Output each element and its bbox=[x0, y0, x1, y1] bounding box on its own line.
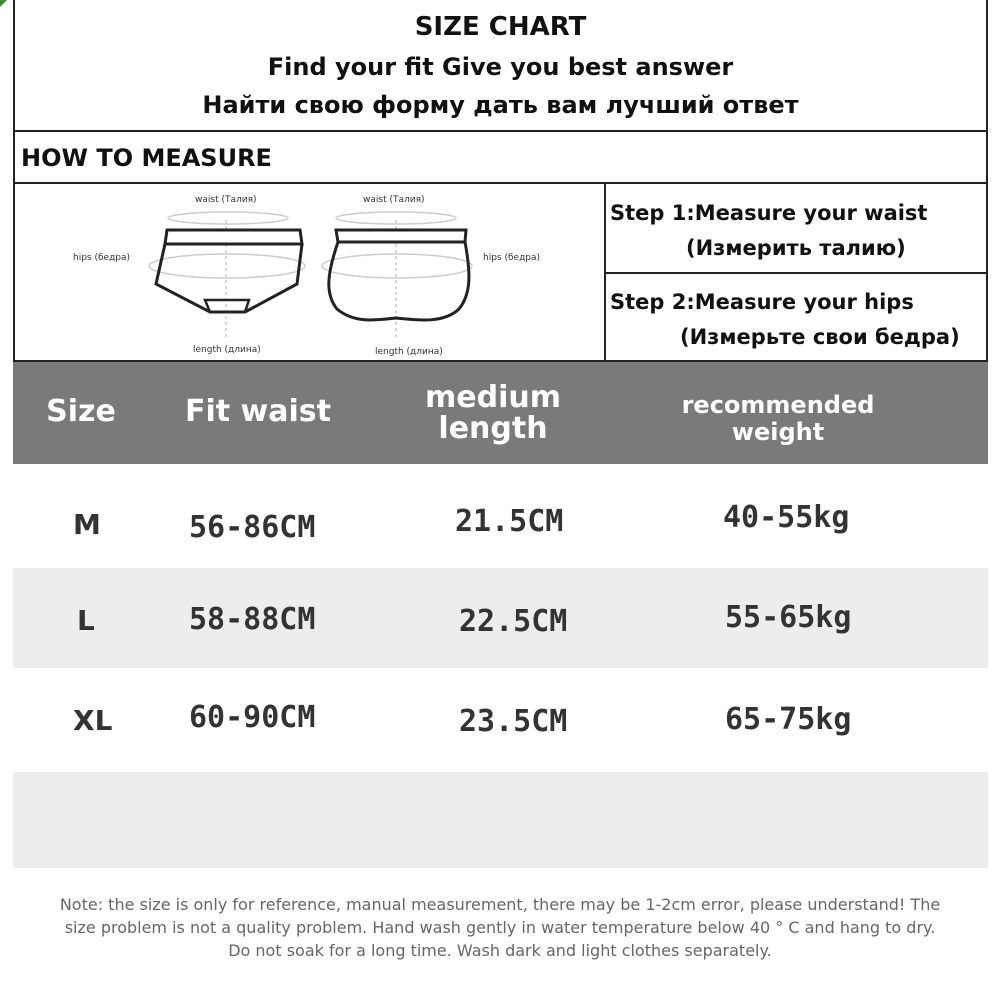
underwear-diagram-illustration bbox=[15, 184, 604, 360]
size-chart-title: SIZE CHART bbox=[414, 12, 587, 42]
length-cell: 21.5CM bbox=[455, 504, 564, 539]
how-to-measure-bar bbox=[13, 130, 988, 184]
size-table-header bbox=[13, 362, 988, 464]
size-chart-header bbox=[13, 0, 988, 132]
hips-label-left: hips (бедра) bbox=[73, 253, 131, 263]
subtitle-russian: Найти свою форму дать вам лучший ответ bbox=[202, 91, 799, 119]
header-fit-waist: Fit waist bbox=[184, 394, 331, 429]
care-note bbox=[0, 893, 1000, 962]
step2-english: Step 2:Measure your hips bbox=[610, 290, 914, 314]
length-cell: 23.5CM bbox=[459, 704, 568, 739]
weight-cell: 65-75kg bbox=[725, 702, 852, 737]
step2-russian: (Измерьте свои бедра) bbox=[680, 325, 960, 349]
corner-mark bbox=[0, 0, 7, 7]
subtitle-english: Find your fit Give you best answer bbox=[267, 53, 734, 81]
how-to-measure-heading: HOW TO MEASURE bbox=[21, 144, 272, 172]
waist-cell: 60-90CM bbox=[189, 700, 316, 735]
weight-cell: 40-55kg bbox=[723, 500, 850, 535]
brief-drawing-left bbox=[149, 212, 305, 339]
header-medium-length-line1: medium bbox=[425, 380, 561, 415]
hips-label-right: hips (бедра) bbox=[483, 253, 541, 263]
weight-cell: 55-65kg bbox=[725, 600, 852, 635]
size-cell: M bbox=[73, 508, 101, 541]
size-cell: XL bbox=[73, 704, 113, 737]
brief-drawing-right bbox=[322, 212, 472, 339]
header-medium-length-line2: length bbox=[438, 411, 548, 446]
steps-divider bbox=[606, 272, 986, 274]
note-line-3: Do not soak for a long time. Wash dark and light clothes separately. bbox=[228, 941, 772, 960]
measurement-diagram bbox=[13, 182, 606, 362]
step1-russian: (Измерить талию) bbox=[686, 236, 906, 260]
size-cell: L bbox=[77, 604, 95, 637]
waist-label-left: waist (Талия) bbox=[195, 195, 257, 205]
note-line-2: size problem is not a quality problem. Hand wash gently in water temperature below 40 ° C and hang to dry. bbox=[64, 918, 936, 937]
length-label-right: length (длина) bbox=[375, 347, 443, 357]
header-recommended-weight-line2: weight bbox=[731, 418, 825, 446]
step1-english: Step 1:Measure your waist bbox=[610, 201, 928, 225]
waist-label-right: waist (Талия) bbox=[363, 195, 425, 205]
header-recommended-weight-line1: recommended bbox=[681, 391, 875, 419]
length-cell: 22.5CM bbox=[459, 604, 568, 639]
length-label-left: length (длина) bbox=[193, 345, 261, 355]
waist-cell: 56-86CM bbox=[189, 510, 316, 545]
table-row bbox=[13, 668, 988, 772]
table-row bbox=[13, 568, 988, 668]
empty-table-row bbox=[13, 772, 988, 868]
table-row bbox=[13, 464, 988, 568]
note-line-1: Note: the size is only for reference, manual measurement, there may be 1-2cm error, please understand! The bbox=[59, 895, 941, 914]
measurement-steps bbox=[604, 182, 988, 362]
waist-cell: 58-88CM bbox=[189, 602, 316, 637]
header-size: Size bbox=[46, 394, 116, 429]
